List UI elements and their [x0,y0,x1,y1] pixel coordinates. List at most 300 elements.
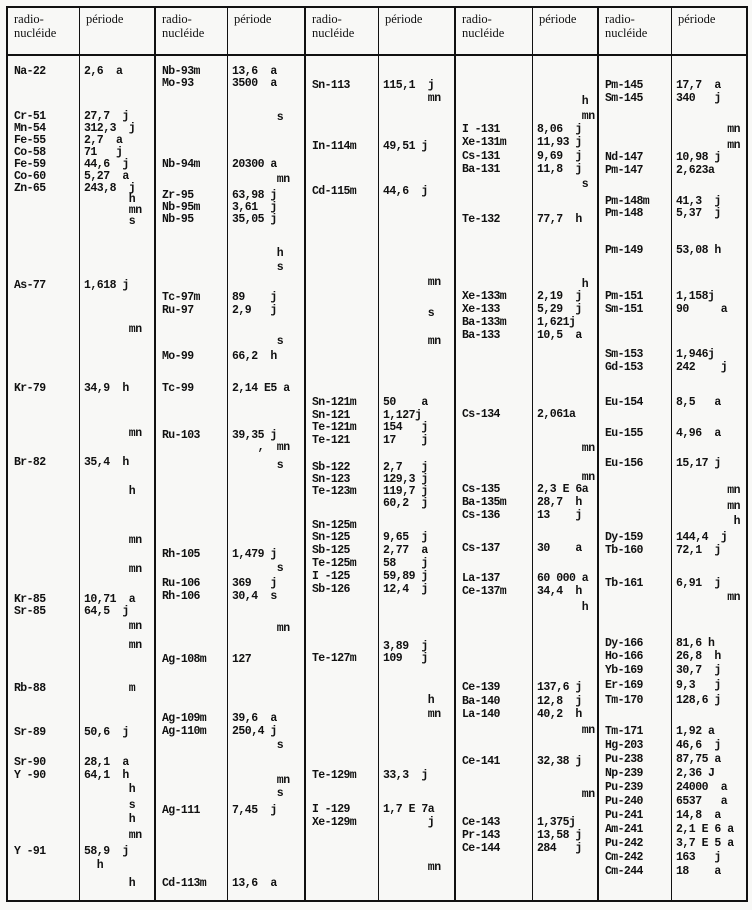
half-life: 60,2 j [383,497,428,510]
half-life: s [232,787,284,800]
half-life: 1,92 a [676,725,715,738]
nuclide-name: As-77 [14,279,46,292]
nuclide-name: Te-125m [312,557,357,570]
nuclide-name: Y -91 [14,845,46,858]
half-life: 60 000 a [537,572,589,585]
half-life: 46,6 j [676,739,721,752]
half-life: 50,6 j [84,726,129,739]
half-life: mn [383,335,441,348]
nuclide-name: Nb-93m [162,65,200,78]
half-life: mn [676,123,741,136]
half-life: 17,7 a [676,79,721,92]
half-life: 58 j [383,557,428,570]
nuclide-name: Mn-54 [14,122,46,135]
nuclide-name: La-140 [462,708,500,721]
half-life: mn [537,442,595,455]
half-life: 250,4 j [232,725,277,738]
half-life: 119,7 j [383,485,428,498]
nuclide-name: Sm-153 [605,348,643,361]
nuclide-name: Ag-109m [162,712,207,725]
nuclide-name: Ag-111 [162,804,200,817]
half-life: 4,96 a [676,427,721,440]
half-life: 5,29 j [537,303,582,316]
right-border [746,6,748,902]
nuclide-name: Sn-121 [312,409,350,422]
nuclide-name: Zr-95 [162,189,194,202]
nuclide-name: Ce-141 [462,755,500,768]
half-life: 15,17 j [676,457,721,470]
nuclide-name: La-137 [462,572,500,585]
header-periode: période [678,12,716,26]
nuclide-name: Cs-135 [462,483,500,496]
nuclide-name: Fe-59 [14,158,46,171]
nuclide-name: Ag-108m [162,653,207,666]
nuclide-name: Dy-159 [605,531,643,544]
half-life: mn [676,139,741,152]
nuclide-name: Ce-139 [462,681,500,694]
nuclide-name: In-114m [312,140,357,153]
half-life: 8,5 a [676,396,721,409]
header-radionucleide: radio- nucléide [14,12,57,40]
group-divider [304,6,306,902]
half-life: 1,158j [676,290,715,303]
nuclide-name: Ru-106 [162,577,200,590]
nuclide-name: Pu-239 [605,781,643,794]
nuclide-name: Te-123m [312,485,357,498]
half-life: 1,618 j [84,279,129,292]
nuclide-name: Sm-145 [605,92,643,105]
nuclide-name: Am-241 [605,823,643,836]
nuclide-name: Pu-241 [605,809,643,822]
header-periode: période [86,12,124,26]
half-life: 30 a [537,542,582,555]
half-life: 2,623a [676,164,715,177]
nuclide-name: Nd-147 [605,151,643,164]
half-life: 35,4 h [84,456,129,469]
half-life: 28,1 a [84,756,129,769]
nuclide-name: Ce-143 [462,816,500,829]
half-life: h [84,193,136,206]
nuclide-name: Rb-88 [14,682,46,695]
nuclide-name: Kr-85 [14,593,46,606]
half-life: 7,45 j [232,804,277,817]
half-life: 284 j [537,842,582,855]
half-life: h [537,95,589,108]
nuclide-name: Te-132 [462,213,500,226]
nuclide-name: Rh-106 [162,590,200,603]
nuclide-name: Tc-99 [162,382,194,395]
half-life: 89 j [232,291,277,304]
half-life: 28,7 h [537,496,582,509]
header-periode: période [385,12,423,26]
half-life: s [232,335,284,348]
half-life: 1,7 E 7a [383,803,435,816]
half-life: mn [84,534,142,547]
nuclide-name: Cm-242 [605,851,643,864]
nuclide-name: Nb-95m [162,201,200,214]
half-life: 87,75 a [676,753,721,766]
nuclide-name: Cs-134 [462,408,500,421]
nuclide-name: Tb-160 [605,544,643,557]
half-life: 13,6 a [232,65,277,78]
nuclide-name: Tm-170 [605,694,643,707]
half-life: 26,8 h [676,650,721,663]
half-life: 115,1 j [383,79,435,92]
nuclide-name: Pm-147 [605,164,643,177]
half-life: mn [537,471,595,484]
half-life: mn [84,829,142,842]
half-life: h [232,247,284,260]
nuclide-name: Co-58 [14,146,46,159]
nuclide-name: Xe-133 [462,303,500,316]
nuclide-name: I -125 [312,570,350,583]
nuclide-name: Ba-133m [462,316,507,329]
column-divider [79,6,80,902]
half-life: mn [537,788,595,801]
top-border [7,6,747,8]
half-life: 64,5 j [84,605,129,618]
half-life: 71 j [84,146,123,159]
half-life: 2,6 a [84,65,123,78]
nuclide-name: Dy-166 [605,637,643,650]
half-life: 6,91 j [676,577,721,590]
group-divider [154,6,156,902]
nuclide-name: Sb-125 [312,544,350,557]
nuclide-name: Cd-115m [312,185,357,198]
half-life: 1,375j [537,816,576,829]
half-life: 312,3 j [84,122,136,135]
column-divider [227,6,228,902]
header-periode: période [539,12,577,26]
nuclide-name: Sb-126 [312,583,350,596]
half-life: 6537 a [676,795,728,808]
half-life: s [232,562,284,575]
nuclide-name: Sr-85 [14,605,46,618]
nuclide-name: Cr-51 [14,110,46,123]
half-life: 2,14 E5 a [232,382,290,395]
half-life: 49,51 j [383,140,428,153]
nuclide-name: Ba-135m [462,496,507,509]
half-life: 243,8 j [84,182,136,195]
column-divider [671,6,672,902]
nuclide-name: Sn-113 [312,79,350,92]
nuclide-name: Er-169 [605,679,643,692]
half-life: 2,7 j [383,461,428,474]
half-life: 30,7 j [676,664,721,677]
half-life: mn [537,110,595,123]
group-divider [597,6,599,902]
half-life: 53,08 h [676,244,721,257]
nuclide-name: Co-60 [14,170,46,183]
half-life: 2,19 j [537,290,582,303]
half-life: h [676,515,741,528]
half-life: 13,6 a [232,877,277,890]
nuclide-name: Pm-148 [605,207,643,220]
half-life: mn [383,861,441,874]
half-life: 58,9 j [84,845,129,858]
nuclide-name: Fe-55 [14,134,46,147]
half-life: 12,4 j [383,583,428,596]
nuclide-name: Eu-154 [605,396,643,409]
half-life: 3,89 j [383,640,428,653]
nuclide-name: Sb-122 [312,461,350,474]
half-life: 5,27 a [84,170,129,183]
half-life: 44,6 j [84,158,129,171]
nuclide-name: Te-129m [312,769,357,782]
nuclide-name: I -131 [462,123,500,136]
half-life: mn [676,484,741,497]
half-life: s [84,799,136,812]
half-life: 137,6 j [537,681,582,694]
half-life: 340 j [676,92,721,105]
header-radionucleide: radio- nucléide [462,12,505,40]
half-life: h [383,694,435,707]
nuclide-name: Ce-144 [462,842,500,855]
left-border [6,6,8,902]
half-life: 2,1 E 6 a [676,823,734,836]
nuclide-name: Ru-103 [162,429,200,442]
nuclide-name: Eu-155 [605,427,643,440]
half-life: 1,127j [383,409,422,422]
half-life: s [383,307,435,320]
half-life: mn [676,500,741,513]
half-life: 17 j [383,434,428,447]
nuclide-name: Pu-240 [605,795,643,808]
half-life: s [232,739,284,752]
nuclide-name: Eu-156 [605,457,643,470]
half-life: 8,06 j [537,123,582,136]
half-life: 27,7 j [84,110,129,123]
half-life: s [537,178,589,191]
nuclide-name: Te-127m [312,652,357,665]
half-life: 72,1 j [676,544,721,557]
header-radionucleide: radio- nucléide [605,12,648,40]
nuclide-name: Xe-131m [462,136,507,149]
half-life: 144,4 j [676,531,728,544]
nuclide-name: Nb-94m [162,158,200,171]
half-life: 34,4 h [537,585,582,598]
nuclide-name: Br-82 [14,456,46,469]
nuclide-name: Nb-95 [162,213,194,226]
half-life: 163 j [676,851,721,864]
half-life: 13,58 j [537,829,582,842]
half-life: mn [84,620,142,633]
half-life: 40,2 h [537,708,582,721]
nuclide-name: Na-22 [14,65,46,78]
half-life: mn [84,323,142,336]
group-divider [454,6,456,902]
column-divider [378,6,379,902]
nuclide-name: Sr-90 [14,756,46,769]
half-life: mn [537,724,595,737]
header-radionucleide: radio- nucléide [312,12,355,40]
half-life: 20300 a [232,158,277,171]
nuclide-name: Cm-244 [605,865,643,878]
header-periode: période [234,12,272,26]
nuclide-name: Xe-129m [312,816,357,829]
half-life: 9,65 j [383,531,428,544]
nuclide-name: Pm-145 [605,79,643,92]
header-divider [7,54,747,56]
half-life: 10,5 a [537,329,582,342]
half-life: 39,35 j [232,429,277,442]
half-life: 2,3 E 6a [537,483,589,496]
half-life: 13 j [537,509,582,522]
half-life: 2,36 J [676,767,715,780]
half-life: h [84,859,104,872]
half-life: 1,946j [676,348,715,361]
nuclide-name: Gd-153 [605,361,643,374]
half-life: 242 j [676,361,728,374]
nuclide-name: Pu-238 [605,753,643,766]
nuclide-name: Tc-97m [162,291,200,304]
nuclide-name: Pu-242 [605,837,643,850]
half-life: 66,2 h [232,350,277,363]
half-life: mn [383,92,441,105]
half-life: mn [84,204,142,217]
half-life: 10,71 a [84,593,136,606]
nuclide-name: Te-121m [312,421,357,434]
nuclide-name: Ag-110m [162,725,207,738]
half-life: h [84,877,136,890]
nuclide-name: Sr-89 [14,726,46,739]
half-life: mn [383,276,441,289]
nuclide-name: Yb-169 [605,664,643,677]
nuclide-name: I -129 [312,803,350,816]
nuclide-name: Tb-161 [605,577,643,590]
half-life: h [537,278,589,291]
half-life: h [537,601,589,614]
half-life: mn [84,639,142,652]
nuclide-name: Sm-151 [605,303,643,316]
half-life: 3500 a [232,77,277,90]
nuclide-name: Y -90 [14,769,46,782]
half-life: 77,7 h [537,213,582,226]
half-life: mn [232,774,290,787]
half-life: mn [383,708,441,721]
nuclide-name: Pm-148m [605,195,650,208]
half-life: h [84,783,136,796]
half-life: 63,98 j [232,189,277,202]
half-life: 154 j [383,421,428,434]
half-life: 18 a [676,865,721,878]
nuclide-name: Ru-97 [162,304,194,317]
half-life: 41,3 j [676,195,721,208]
half-life: 2,7 a [84,134,123,147]
column-divider [532,6,533,902]
half-life: m [84,682,136,695]
nuclide-name: Sn-125 [312,531,350,544]
nuclide-name: Hg-203 [605,739,643,752]
half-life: 39,6 a [232,712,277,725]
header-radionucleide: radio- nucléide [162,12,205,40]
half-life: 44,6 j [383,185,428,198]
half-life: 3,61 j [232,201,277,214]
half-life: s [232,261,284,274]
half-life: 9,69 j [537,150,582,163]
nuclide-name: Pm-151 [605,290,643,303]
half-life: 128,6 j [676,694,721,707]
half-life: s [84,215,136,228]
half-life: 64,1 h [84,769,129,782]
half-life: 24000 a [676,781,728,794]
nuclide-name: Ce-137m [462,585,507,598]
half-life: 81,6 h [676,637,715,650]
half-life: h [84,813,136,826]
nuclide-name: Pm-149 [605,244,643,257]
nuclide-name: Ba-133 [462,329,500,342]
half-life: h [84,485,136,498]
nuclide-name: Rh-105 [162,548,200,561]
half-life: 90 a [676,303,728,316]
half-life: 33,3 j [383,769,428,782]
half-life: 50 a [383,396,428,409]
nuclide-name: Mo-99 [162,350,194,363]
nuclide-name: Cs-131 [462,150,500,163]
nuclide-name: Ho-166 [605,650,643,663]
nuclide-name: Mo-93 [162,77,194,90]
half-life: 1,479 j [232,548,277,561]
half-life: 1,621j [537,316,576,329]
nuclide-name: Xe-133m [462,290,507,303]
half-life: s [232,111,284,124]
half-life: mn [232,173,290,186]
nuclide-name: Cs-136 [462,509,500,522]
half-life: s [232,459,284,472]
half-life: mn [84,427,142,440]
half-life: mn [84,563,142,576]
half-life: 2,9 j [232,304,277,317]
nuclide-name: Sn-123 [312,473,350,486]
nuclide-name: Zn-65 [14,182,46,195]
half-life: 369 j [232,577,277,590]
nuclide-name: Ba-131 [462,163,500,176]
half-life: 35,05 j [232,213,277,226]
nuclide-name: Te-121 [312,434,350,447]
half-life: 34,9 h [84,382,129,395]
half-life: j [383,816,435,829]
half-life: 109 j [383,652,428,665]
half-life: 2,061a [537,408,576,421]
half-life: 32,38 j [537,755,582,768]
half-life: mn [676,591,741,604]
half-life: 127 [232,653,252,666]
nuclide-name: Cs-137 [462,542,500,555]
half-life: mn [232,622,290,635]
nuclide-name: Sn-121m [312,396,357,409]
nuclide-name: Cd-113m [162,877,207,890]
bottom-border [7,900,747,902]
nuclide-name: Np-239 [605,767,643,780]
half-life: 11,93 j [537,136,582,149]
nuclide-name: Kr-79 [14,382,46,395]
nuclide-name: Ba-140 [462,695,500,708]
half-life: 5,37 j [676,207,721,220]
nuclide-name: Pr-143 [462,829,500,842]
half-life: 11,8 j [537,163,582,176]
half-life: 30,4 s [232,590,277,603]
nuclide-name: Tm-171 [605,725,643,738]
nuclide-name: Sn-125m [312,519,357,532]
half-life: 2,77 a [383,544,428,557]
half-life: 9,3 j [676,679,721,692]
half-life: 10,98 j [676,151,721,164]
half-life: 129,3 j [383,473,428,486]
half-life: 59,89 j [383,570,428,583]
half-life: , mn [232,441,290,454]
half-life: 12,8 j [537,695,582,708]
half-life: 3,7 E 5 a [676,837,734,850]
